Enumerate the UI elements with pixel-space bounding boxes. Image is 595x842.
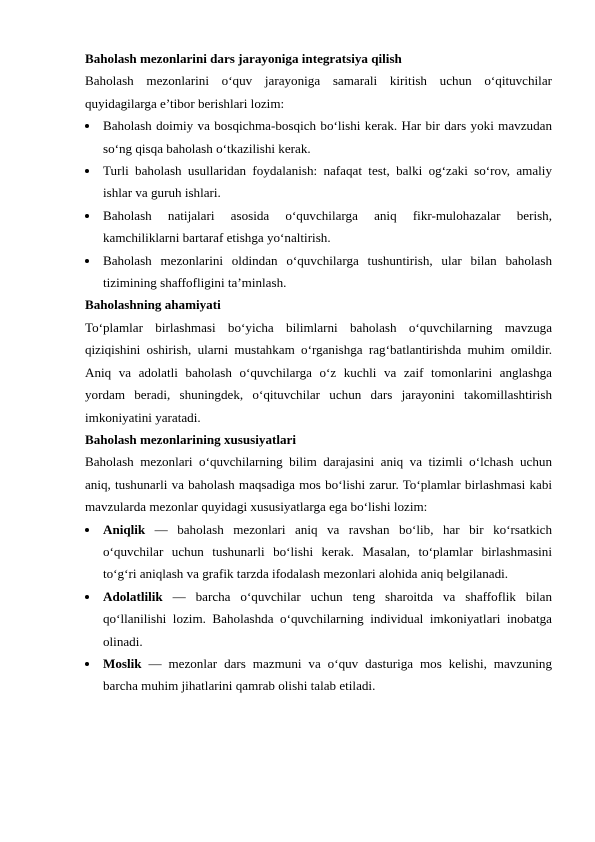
bullet-icon — [85, 124, 89, 128]
bullet-icon — [85, 595, 89, 599]
list-item-term: Aniqlik — [103, 521, 146, 537]
features-list — [85, 519, 552, 698]
list-item-term: Moslik — [103, 655, 142, 671]
bullet-icon — [85, 259, 89, 263]
list-item-text: Turli baholash usullaridan foydalanish: nafaqat test, balki og‘zaki so‘rov, amaliy ishlar va guruh ishlari. — [103, 163, 552, 201]
bullet-icon — [85, 214, 89, 218]
list-item-text: — baholash mezonlari aniq va ravshan bo‘lib, har bir ko‘rsatkich o‘quvchilar uchun tushunarli bo‘lishi kerak. Masalan, to‘plamlar birlashmasini to‘g‘ri aniqlash va grafik tarzda ifodalash mezonlari alohida aniq belgilanadi. — [103, 521, 552, 582]
section-heading-features: Baholash mezonlarining xususiyatlari — [85, 431, 296, 447]
list-item-text: — barcha o‘quvchilar uchun teng sharoitda va shaffoflik bilan qo‘llanilishi lozim. Baholashda o‘quvchilarning individual imkoniyatlari inobatga olinadi. — [103, 588, 552, 649]
list-item-text: — mezonlar dars mazmuni va o‘quv dasturiga mos kelishi, mavzuning barcha muhim jihatlarini qamrab olishi talab etiladi. — [103, 655, 552, 694]
bullet-icon — [85, 662, 89, 666]
integration-list — [85, 115, 552, 294]
bullet-icon — [85, 169, 89, 173]
document-page — [85, 48, 552, 698]
section-heading-integration: Baholash mezonlarini dars jarayoniga integratsiya qilish — [85, 51, 402, 66]
list-item — [85, 519, 552, 586]
list-item — [85, 653, 552, 698]
list-item-text: Baholash doimiy va bosqichma-bosqich bo‘lishi kerak. Har bir dars yoki mavzudan so‘ng qisqa baholash o‘tkazilishi kerak. — [103, 118, 552, 156]
list-item-text: Baholash mezonlarini oldindan o‘quvchilarga tushuntirish, ular bilan baholash tizimining shaffofligini ta’minlash. — [103, 252, 552, 291]
list-item — [85, 250, 552, 295]
list-item — [85, 205, 552, 250]
section-intro-features: Baholash mezonlari o‘quvchilarning bilim darajasini aniq va tizimli o‘lchash uchun aniq, tushunarli va baholash maqsadiga mos bo‘lishi zarur. To‘plamlar birlashmasi kabi mavzularda mezonlar quyidagi xususiyatlarga ega bo‘lishi lozim: — [85, 454, 552, 515]
section-intro-integration: Baholash mezonlarini o‘quv jarayoniga samarali kiritish uchun o‘qituvchilar quyidagilarga e’tibor berishlari lozim: — [85, 73, 552, 111]
list-item-text: Baholash natijalari asosida o‘quvchilarga aniq fikr-mulohazalar berish, kamchiliklarni bartaraf etishga yo‘naltirish. — [103, 207, 552, 246]
list-item-term: Adolatlilik — [103, 588, 163, 604]
list-item — [85, 115, 552, 160]
list-item — [85, 586, 552, 653]
section-heading-importance: Baholashning ahamiyati — [85, 297, 221, 313]
section-paragraph-importance: To‘plamlar birlashmasi bo‘yicha bilimlarni baholash o‘quvchilarning mavzuga qiziqishini oshirish, ularni mustahkam o‘rganishga rag‘batlantirishda muhim omildir. Aniq va adolatli baholash o‘quvchilarga o‘z kuchli va zaif tomonlarini anglashga yordam beradi, shuningdek, o‘qituvchilar uchun dars jarayonini takomillashtirish imkoniyatini yaratadi. — [85, 319, 552, 425]
list-item — [85, 160, 552, 205]
bullet-icon — [85, 528, 89, 532]
